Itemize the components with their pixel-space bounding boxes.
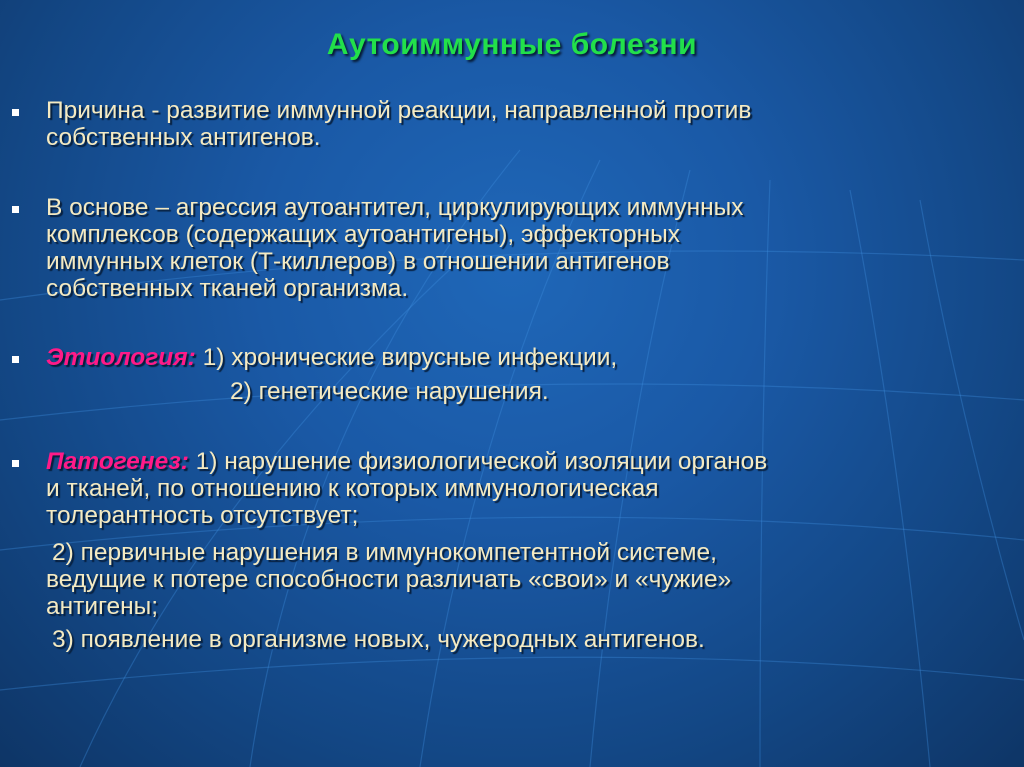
bullet-marker xyxy=(12,460,19,467)
bullet-marker xyxy=(12,109,19,116)
pathogenesis-term: Патогенез: xyxy=(46,448,189,475)
pathogenesis-line-2: и тканей, по отношению к которых иммунологическая xyxy=(46,475,659,502)
bullet-basis-line-3: иммунных клеток (Т-киллеров) в отношении антигенов xyxy=(46,248,670,275)
bullet-marker xyxy=(12,356,19,363)
bullet-cause-line-1: Причина - развитие иммунной реакции, направленной против xyxy=(46,97,752,124)
etiology-item-2: 2) генетические нарушения. xyxy=(230,378,549,405)
etiology-term: Этиология: xyxy=(46,344,196,371)
bullet-etiology-line-1 xyxy=(46,344,1006,371)
pathogenesis-line-3: толерантность отсутствует; xyxy=(46,502,359,529)
pathogenesis-item-2-line-1: 2) первичные нарушения в иммунокомпетентной системе, xyxy=(52,539,717,566)
pathogenesis-item-3: 3) появление в организме новых, чужеродных антигенов. xyxy=(52,626,705,653)
bullet-pathogenesis-line-1 xyxy=(46,448,1006,475)
bullet-basis-line-4: собственных тканей организма. xyxy=(46,275,409,302)
etiology-item-1: 1) хронические вирусные инфекции, xyxy=(195,344,618,371)
bullet-basis-line-2: комплексов (содержащих аутоантигены), эффекторных xyxy=(46,221,681,248)
pathogenesis-item-1: 1) нарушение физиологической изоляции органов xyxy=(188,448,768,475)
slide-title: Аутоиммунные болезни xyxy=(326,28,698,61)
pathogenesis-item-2-line-2: ведущие к потере способности различать «свои» и «чужие» xyxy=(46,566,732,593)
bullet-marker xyxy=(12,206,19,213)
bullet-cause-line-2: собственных антигенов. xyxy=(46,124,321,151)
pathogenesis-item-2-line-3: антигены; xyxy=(46,593,159,620)
bullet-basis-line-1: В основе – агрессия аутоантител, циркулирующих иммунных xyxy=(46,194,744,221)
